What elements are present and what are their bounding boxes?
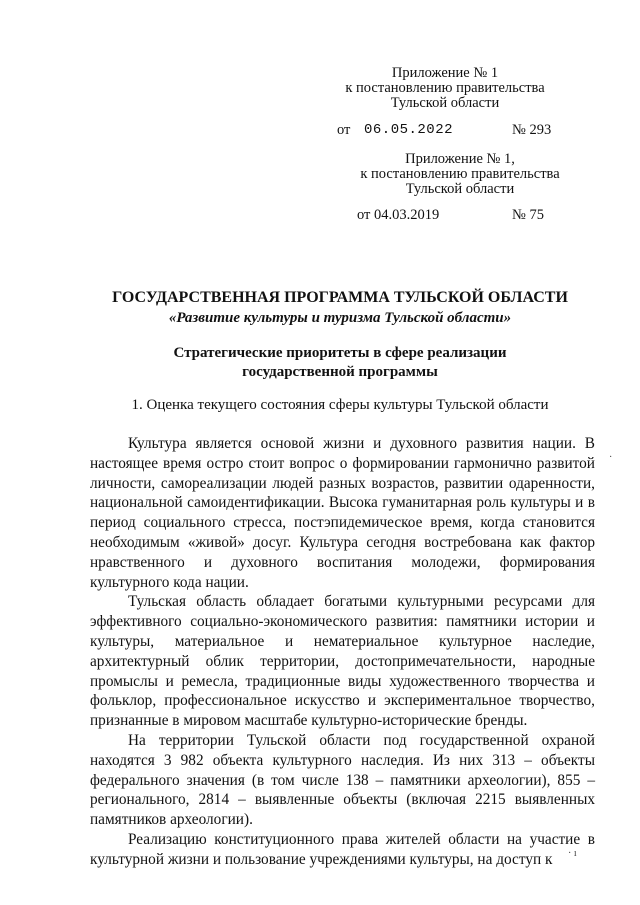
new-appendix-date-prefix: от — [337, 122, 351, 138]
new-appendix-date: 06.05.2022 — [364, 122, 454, 138]
new-appendix-header — [330, 66, 560, 111]
new-appendix-line3: Тульской области — [390, 95, 500, 111]
old-appendix-line3: Тульской области — [405, 181, 515, 197]
section1-heading: 1. Оценка текущего состояния сферы культуры Тульской области — [131, 397, 549, 413]
new-appendix-line2: к постановлению правительства — [345, 80, 545, 96]
old-appendix-header — [345, 152, 575, 197]
paragraph-culture-role: Культура является основой жизни и духовного развития нации. В настоящее время остро стоит вопрос о формировании гармонично развитой личности, самореализации людей разных возрастов, развитии одаренности, национальной самоидентификации. Высока гуманитарная роль культуры и в период социального стресса, постэпидемическое время, когда становится необходимым «живой» досуг. Культура сегодня востребована как фактор нравственного и духовного воспитания молодежи, формирования культурного кода нации. — [90, 435, 595, 591]
new-appendix-number: № 293 — [512, 122, 552, 138]
paragraph-heritage-objects: На территории Тульской области под государственной охраной находятся 3 982 объекта культурного наследия. Из них 313 – объекты федерального значения (в том числе 138 – памятники археологии), 855 – регионального, 2814 – выявленные объекты (включая 2215 выявленных памятников археологии). — [90, 731, 595, 829]
old-appendix-date: от 04.03.2019 — [357, 207, 440, 223]
section-heading — [60, 396, 620, 415]
scan-mark: · ı — [568, 848, 577, 859]
program-subtitle: «Развитие культуры и туризма Тульской области» — [168, 310, 512, 326]
priorities-heading-line2: государственной программы — [242, 364, 438, 380]
old-appendix-line1: Приложение № 1, — [405, 151, 515, 167]
priorities-heading-line1: Стратегические приоритеты в сфере реализации — [173, 345, 507, 361]
priorities-heading — [60, 344, 620, 382]
body-text — [90, 434, 595, 870]
program-title: ГОСУДАРСТВЕННАЯ ПРОГРАММА ТУЛЬСКОЙ ОБЛАСТИ — [112, 289, 568, 306]
scan-mark: · — [609, 452, 613, 463]
program-title-block — [60, 288, 620, 328]
old-appendix-line2: к постановлению правительства — [360, 166, 560, 182]
paragraph-constitutional-right: Реализацию конституционного права жителей области на участие в культурной жизни и пользование учреждениями культуры, на доступ к — [90, 830, 595, 868]
new-appendix-line1: Приложение № 1 — [391, 65, 499, 81]
paragraph-cultural-resources: Тульская область обладает богатыми культурными ресурсами для эффективного социально-экономического развития: памятники истории и культуры, материальное и нематериальное культурное наследие, архитектурный облик территории, достопримечательности, народные промыслы и ремесла, традиционные виды художественного творчества и фольклор, профессиональное искусство и экспериментальное творчество, признанные в мировом масштабе культурно-исторические бренды. — [90, 593, 595, 730]
old-appendix-number: № 75 — [512, 207, 544, 223]
